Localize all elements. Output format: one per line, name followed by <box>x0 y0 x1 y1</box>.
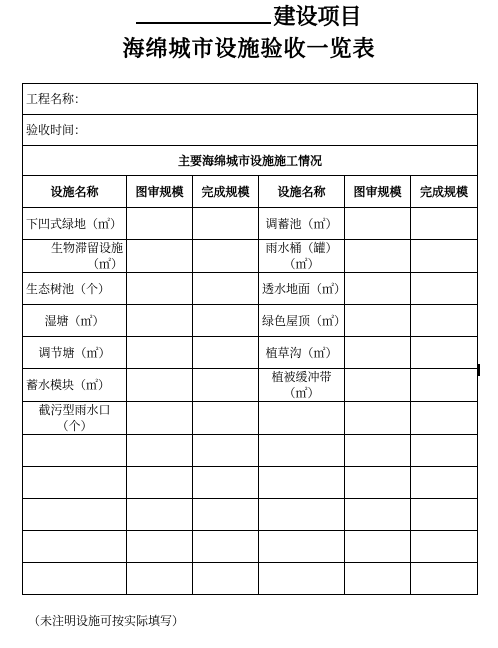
table-row <box>23 305 478 337</box>
completed-scale-cell-2[interactable] <box>411 273 478 305</box>
facility-name-cell[interactable] <box>23 499 127 531</box>
facility-name-cell: 下凹式绿地（㎡） <box>23 208 127 240</box>
facility-name-cell-2 <box>259 402 345 435</box>
completed-scale-cell-2[interactable] <box>411 435 478 467</box>
completed-scale-cell-2[interactable] <box>411 369 478 402</box>
completed-scale-cell[interactable] <box>193 435 259 467</box>
design-scale-cell-2[interactable] <box>345 369 411 402</box>
design-scale-cell[interactable] <box>127 305 193 337</box>
header-row <box>23 176 478 208</box>
facility-name-cell-2: 绿色屋顶（㎡） <box>259 305 345 337</box>
design-scale-cell[interactable] <box>127 531 193 563</box>
table-row <box>23 402 478 435</box>
facility-name-cell-2: 植草沟（㎡） <box>259 337 345 369</box>
design-scale-cell[interactable] <box>127 273 193 305</box>
design-scale-cell[interactable] <box>127 402 193 435</box>
design-scale-cell[interactable] <box>127 499 193 531</box>
header-completed-scale-2: 完成规模 <box>411 176 478 208</box>
facility-name-cell-2[interactable] <box>259 563 345 595</box>
table-row <box>23 467 478 499</box>
facility-name-cell: 蓄水模块（㎡） <box>23 369 127 402</box>
facility-name-cell: 生态树池（个） <box>23 273 127 305</box>
facility-name-cell: 生物滞留设施（㎡） <box>23 240 127 273</box>
facility-name-cell-2[interactable] <box>259 435 345 467</box>
completed-scale-cell[interactable] <box>193 337 259 369</box>
design-scale-cell[interactable] <box>127 369 193 402</box>
design-scale-cell[interactable] <box>127 208 193 240</box>
design-scale-cell-2[interactable] <box>345 337 411 369</box>
completed-scale-cell-2[interactable] <box>411 467 478 499</box>
project-title-suffix: 建设项目 <box>273 4 362 30</box>
completed-scale-cell[interactable] <box>193 563 259 595</box>
design-scale-cell-2[interactable] <box>345 499 411 531</box>
facility-name-cell[interactable] <box>23 435 127 467</box>
project-name-field[interactable]: 工程名称： <box>23 84 478 115</box>
acceptance-time-field[interactable]: 验收时间： <box>23 115 478 146</box>
facility-name-cell-2[interactable] <box>259 467 345 499</box>
facility-name-cell[interactable] <box>23 467 127 499</box>
project-name-blank[interactable] <box>136 2 271 24</box>
facility-name-cell-2[interactable] <box>259 499 345 531</box>
completed-scale-cell[interactable] <box>193 467 259 499</box>
design-scale-cell-2[interactable] <box>345 531 411 563</box>
design-scale-cell[interactable] <box>127 563 193 595</box>
header-design-scale-2: 图审规模 <box>345 176 411 208</box>
table-row <box>23 563 478 595</box>
acceptance-table <box>22 83 478 595</box>
table-row <box>23 499 478 531</box>
design-scale-cell[interactable] <box>127 435 193 467</box>
table-row <box>23 240 478 273</box>
completed-scale-cell[interactable] <box>193 240 259 273</box>
table-row <box>23 531 478 563</box>
design-scale-cell[interactable] <box>127 337 193 369</box>
table-row <box>23 273 478 305</box>
completed-scale-cell-2[interactable] <box>411 208 478 240</box>
completed-scale-cell-2[interactable] <box>411 499 478 531</box>
design-scale-cell-2[interactable] <box>345 240 411 273</box>
header-completed-scale: 完成规模 <box>193 176 259 208</box>
facility-name-cell-2[interactable] <box>259 531 345 563</box>
table-row <box>23 369 478 402</box>
section-title: 主要海绵城市设施施工情况 <box>23 146 478 176</box>
table-row <box>23 435 478 467</box>
edge-mark <box>477 364 480 376</box>
facility-name-cell: 湿塘（㎡） <box>23 305 127 337</box>
completed-scale-cell[interactable] <box>193 499 259 531</box>
design-scale-cell-2[interactable] <box>345 305 411 337</box>
facility-name-cell-2: 雨水桶（罐）（㎡） <box>259 240 345 273</box>
completed-scale-cell-2[interactable] <box>411 563 478 595</box>
design-scale-cell-2[interactable] <box>345 273 411 305</box>
project-title-line <box>0 2 498 31</box>
completed-scale-cell[interactable] <box>193 273 259 305</box>
facility-name-cell[interactable] <box>23 531 127 563</box>
facility-name-cell: 调节塘（㎡） <box>23 337 127 369</box>
design-scale-cell[interactable] <box>127 240 193 273</box>
design-scale-cell-2[interactable] <box>345 563 411 595</box>
footnote: （未注明设施可按实际填写） <box>28 614 185 628</box>
facility-name-cell: 截污型雨水口（个） <box>23 402 127 435</box>
completed-scale-cell-2[interactable] <box>411 337 478 369</box>
completed-scale-cell[interactable] <box>193 369 259 402</box>
facility-name-cell[interactable] <box>23 563 127 595</box>
facility-name-cell-2: 透水地面（㎡） <box>259 273 345 305</box>
completed-scale-cell-2[interactable] <box>411 240 478 273</box>
document-title: 海绵城市设施验收一览表 <box>122 36 376 62</box>
facility-name-cell-2: 调蓄池（㎡） <box>259 208 345 240</box>
header-design-scale: 图审规模 <box>127 176 193 208</box>
completed-scale-cell-2[interactable] <box>411 305 478 337</box>
completed-scale-cell[interactable] <box>193 402 259 435</box>
facility-name-cell-2: 植被缓冲带（㎡） <box>259 369 345 402</box>
completed-scale-cell-2[interactable] <box>411 402 478 435</box>
design-scale-cell-2[interactable] <box>345 402 411 435</box>
completed-scale-cell[interactable] <box>193 531 259 563</box>
completed-scale-cell[interactable] <box>193 208 259 240</box>
header-facility-name: 设施名称 <box>23 176 127 208</box>
completed-scale-cell[interactable] <box>193 305 259 337</box>
header-facility-name-2: 设施名称 <box>259 176 345 208</box>
table-row <box>23 208 478 240</box>
table-row <box>23 337 478 369</box>
design-scale-cell[interactable] <box>127 467 193 499</box>
completed-scale-cell-2[interactable] <box>411 531 478 563</box>
design-scale-cell-2[interactable] <box>345 208 411 240</box>
design-scale-cell-2[interactable] <box>345 435 411 467</box>
design-scale-cell-2[interactable] <box>345 467 411 499</box>
